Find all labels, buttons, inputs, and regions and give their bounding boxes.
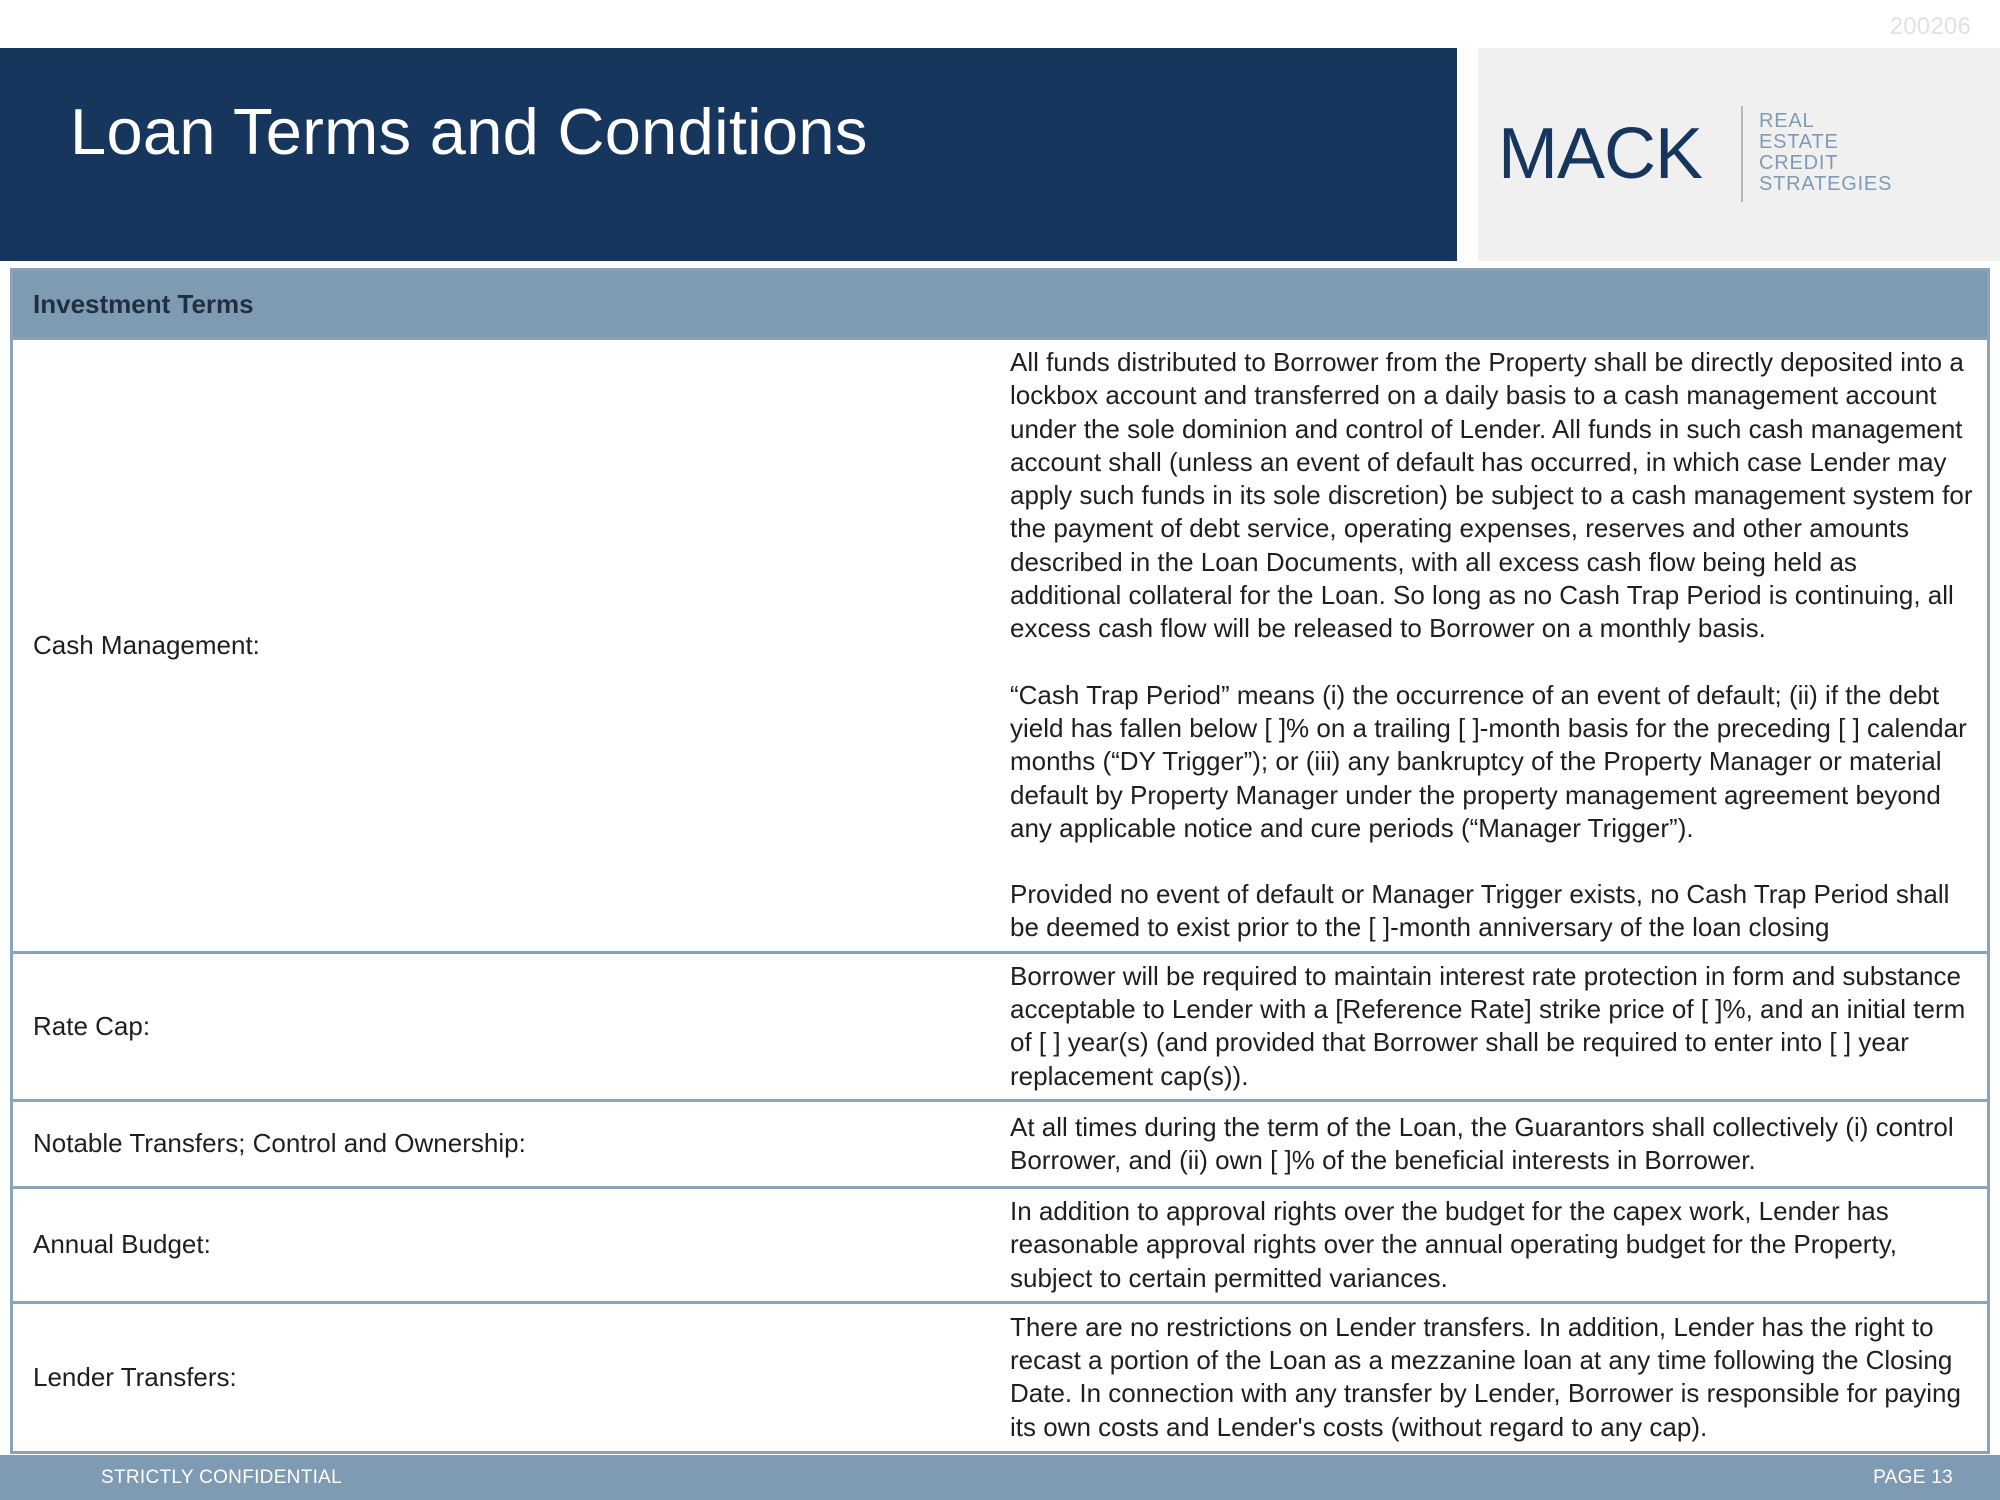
term-row-notable-transfers — [12, 1100, 1989, 1187]
logo-tagline-line: CREDIT — [1759, 152, 1839, 174]
document-id-number: 200206 — [1889, 13, 1971, 40]
logo-divider — [1741, 106, 1743, 202]
logo-tagline-line: STRATEGIES — [1759, 173, 1893, 195]
footer-bar — [0, 1455, 2000, 1500]
term-description — [1000, 339, 1989, 953]
term-paragraph: In addition to approval rights over the budget for the capex work, Lender has reasonable approval rights over the annual operating budget for the Property, subject to certain permitted variances. — [1010, 1195, 1897, 1293]
term-description — [1000, 1187, 1989, 1302]
confidentiality-notice: STRICTLY CONFIDENTIAL — [101, 1467, 343, 1488]
term-label: Notable Transfers; Control and Ownership: — [12, 1100, 1001, 1187]
term-row-rate-cap — [12, 952, 1989, 1100]
term-label: Rate Cap: — [12, 952, 1001, 1100]
term-row-lender-transfers — [12, 1302, 1989, 1452]
term-paragraph: Provided no event of default or Manager Trigger exists, no Cash Trap Period shall be deemed to exist prior to the [ ]-month anniversary of the loan closing — [1010, 879, 1950, 943]
term-paragraph: There are no restrictions on Lender transfers. In addition, Lender has the right to recast a portion of the Loan as a mezzanine loan at any time following the Closing Date. In connection with any transfer by Lender, Borrower is responsible for paying its own costs and Lender's costs (without regard to any cap). — [1010, 1311, 1961, 1442]
term-description — [1000, 952, 1989, 1100]
term-paragraph: Borrower will be required to maintain interest rate protection in form and substance acceptable to Lender with a [Reference Rate] strike price of [ ]%, and an initial term of [ ] year(s) (and provided that Borrower shall be required to enter into [ ] year replacement cap(s)). — [1010, 960, 1966, 1091]
page-title: Loan Terms and Conditions — [70, 95, 868, 168]
term-description — [1000, 1302, 1989, 1452]
term-row-cash-management — [12, 339, 1989, 953]
term-paragraph: All funds distributed to Borrower from the Property shall be directly deposited into a lockbox account and transferred on a daily basis to a cash management account under the sole dominion and control of Lender. All funds in such cash management account shall (unless an event of default has occurred, in which case Lender may apply such funds in its sole discretion) be subject to a cash management system for the payment of debt service, operating expenses, reserves and other amounts described in the Loan Documents, with all excess cash flow being held as additional collateral for the Loan. So long as no Cash Trap Period is continuing, all excess cash flow will be released to Borrower on a monthly basis. — [1010, 347, 1973, 644]
term-label: Lender Transfers: — [12, 1302, 1001, 1452]
company-logo — [1478, 48, 2000, 261]
logo-tagline — [1759, 111, 1892, 195]
term-description — [1000, 1100, 1989, 1187]
term-label: Cash Management: — [12, 339, 1001, 953]
logo-wordmark: MACK — [1498, 114, 1703, 194]
page-number: PAGE 13 — [1873, 1467, 1953, 1488]
table-header-row — [12, 270, 1989, 339]
investment-terms-table — [10, 268, 1990, 1454]
table-header: Investment Terms — [12, 270, 1989, 339]
term-paragraph: At all times during the term of the Loan, the Guarantors shall collectively (i) control Borrower, and (ii) own [ ]% of the beneficial interests in Borrower. — [1010, 1111, 1954, 1175]
term-row-annual-budget — [12, 1187, 1989, 1302]
logo-tagline-line: ESTATE — [1759, 131, 1839, 153]
logo-tagline-line: REAL — [1759, 110, 1815, 132]
term-paragraph: “Cash Trap Period” means (i) the occurrence of an event of default; (ii) if the debt yield has fallen below [ ]% on a trailing [ ]-month basis for the preceding [ ] calendar months (“DY Trigger”); or (iii) any bankruptcy of the Property Manager or material default by Property Manager under the property management agreement beyond any applicable notice and cure periods (“Manager Trigger”). — [1010, 679, 1967, 843]
term-label: Annual Budget: — [12, 1187, 1001, 1302]
